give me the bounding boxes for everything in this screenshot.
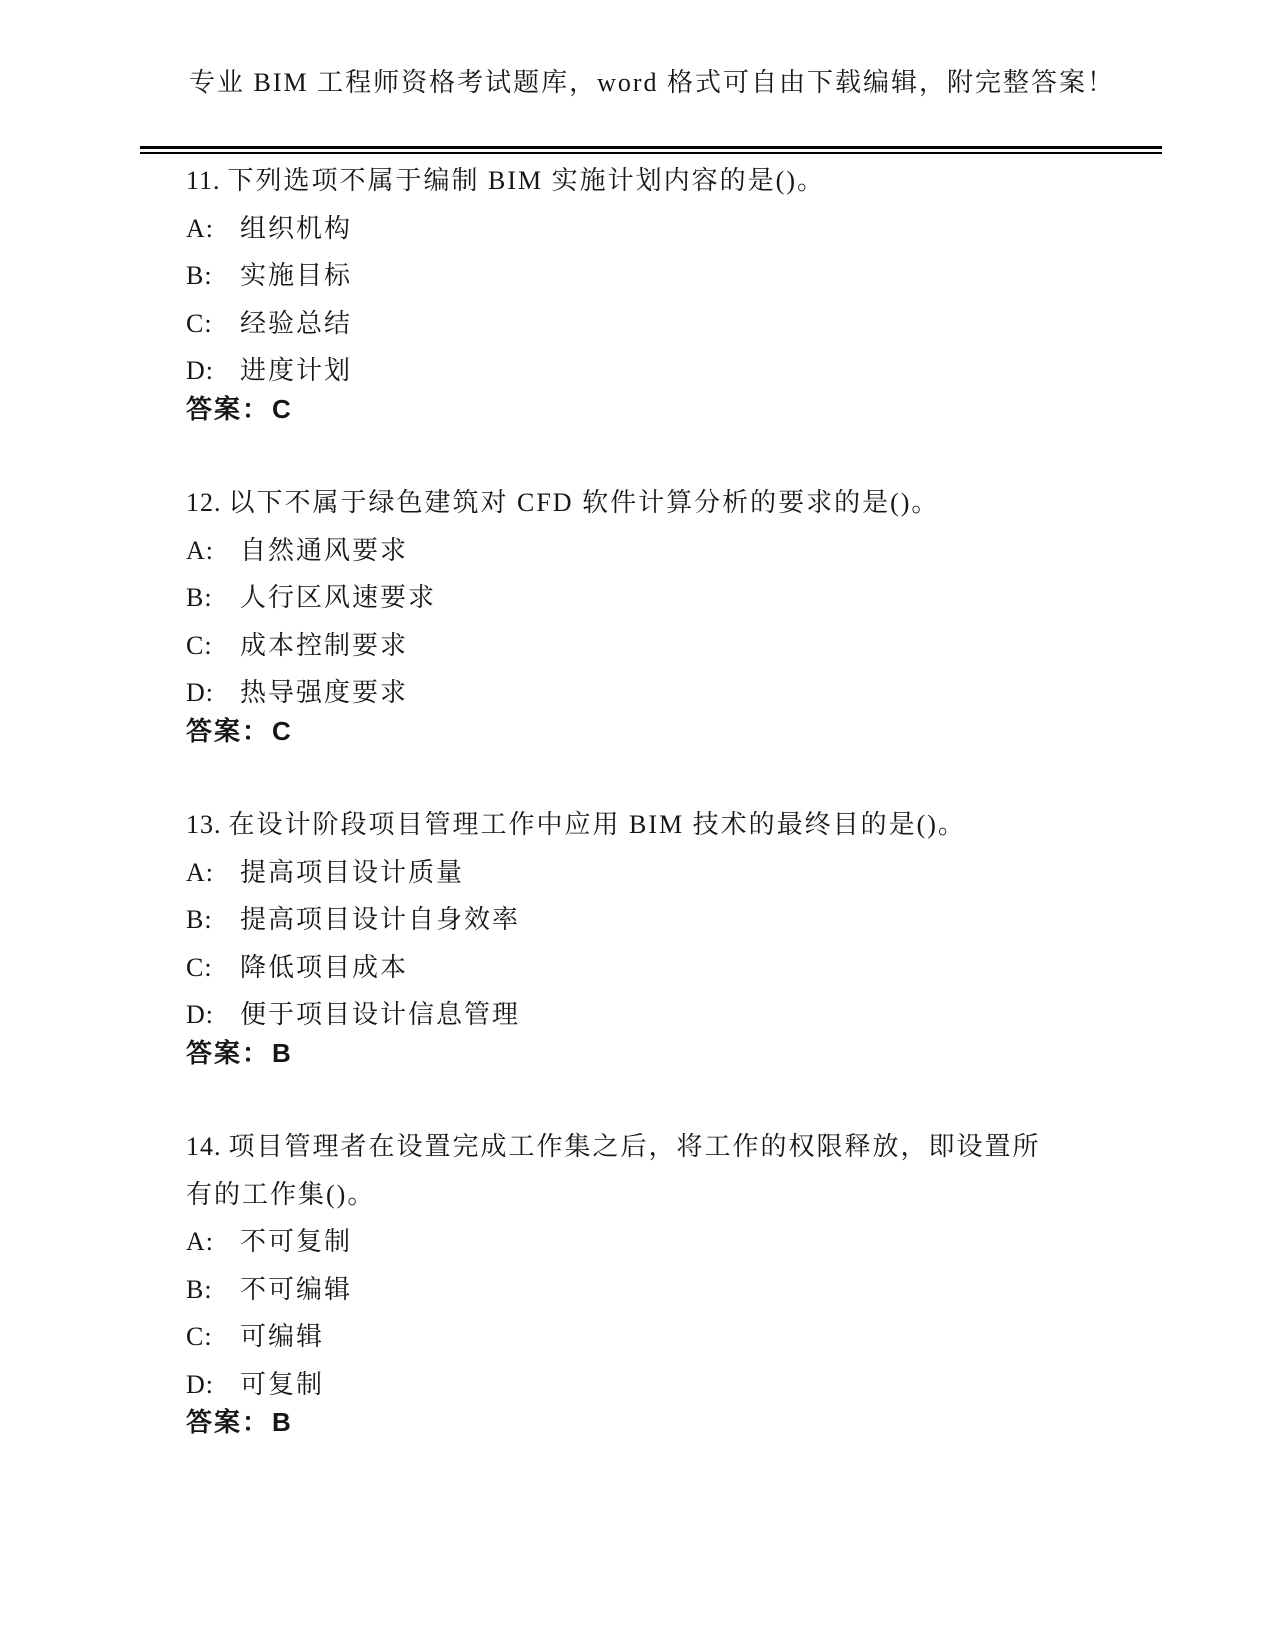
question-stem xyxy=(186,157,1138,205)
option-row-b xyxy=(186,1266,1138,1314)
answer-label: 答案： xyxy=(186,715,271,746)
answer-label: 答案： xyxy=(186,1037,271,1068)
option-row-c xyxy=(186,1313,1138,1361)
option-text: 组织机构 xyxy=(240,213,353,243)
option-row-a xyxy=(186,1218,1138,1266)
answer-label: 答案： xyxy=(186,393,271,424)
question-block-12 xyxy=(186,479,1138,755)
option-row-b xyxy=(186,252,1138,300)
option-label: B: xyxy=(186,261,213,290)
option-label: A: xyxy=(186,1227,214,1256)
option-row-c xyxy=(186,300,1138,348)
question-stem xyxy=(186,801,1138,849)
option-row-c xyxy=(186,622,1138,670)
option-label: B: xyxy=(186,583,213,612)
option-text: 可复制 xyxy=(240,1369,325,1399)
option-label: D: xyxy=(186,678,214,707)
option-label: D: xyxy=(186,1000,214,1029)
question-stem-continued: 有的工作集()。 xyxy=(186,1179,376,1209)
option-row-a xyxy=(186,527,1138,575)
question-block-11 xyxy=(186,157,1138,433)
question-number: 13. xyxy=(186,810,222,839)
answer-value: C xyxy=(272,715,293,746)
document-header: 专业 BIM 工程师资格考试题库，word 格式可自由下载编辑，附完整答案！ xyxy=(189,68,1116,97)
question-number: 11. xyxy=(186,166,221,195)
option-label: A: xyxy=(186,857,214,887)
option-text: 人行区风速要求 xyxy=(240,583,437,612)
question-stem xyxy=(186,1123,1138,1171)
option-text: 成本控制要求 xyxy=(240,630,409,660)
option-label: B: xyxy=(186,905,213,934)
question-number: 12. xyxy=(186,488,222,517)
option-label: C: xyxy=(186,308,213,338)
header-divider xyxy=(140,146,1162,154)
question-text: 在设计阶段项目管理工作中应用 BIM 技术的最终目的是()。 xyxy=(228,810,966,839)
option-text: 进度计划 xyxy=(240,356,353,385)
option-label: B: xyxy=(186,1274,213,1304)
question-stem xyxy=(186,479,1138,527)
option-label: C: xyxy=(186,952,213,982)
answer-value: C xyxy=(272,393,293,424)
answer-line xyxy=(186,1399,1138,1447)
answer-value: B xyxy=(272,1407,293,1437)
option-label: A: xyxy=(186,213,214,243)
option-label: C: xyxy=(186,1322,213,1351)
question-text: 下列选项不属于编制 BIM 实施计划内容的是()。 xyxy=(227,166,825,195)
option-row-b xyxy=(186,574,1138,622)
option-text: 便于项目设计信息管理 xyxy=(240,1000,521,1029)
option-row-a xyxy=(186,849,1138,897)
question-block-14 xyxy=(186,1123,1138,1447)
option-text: 可编辑 xyxy=(240,1322,325,1351)
option-text: 不可复制 xyxy=(240,1227,353,1256)
question-block-13 xyxy=(186,801,1138,1077)
option-text: 热导强度要求 xyxy=(240,678,409,707)
option-label: D: xyxy=(186,1369,214,1399)
option-text: 不可编辑 xyxy=(240,1274,353,1304)
option-text: 降低项目成本 xyxy=(240,952,409,982)
option-label: A: xyxy=(186,535,214,565)
option-label: D: xyxy=(186,356,214,385)
answer-value: B xyxy=(272,1037,293,1068)
question-text: 以下不属于绿色建筑对 CFD 软件计算分析的要求的是()。 xyxy=(228,488,940,517)
option-text: 经验总结 xyxy=(240,308,353,338)
option-row-b xyxy=(186,896,1138,944)
question-number: 14. xyxy=(186,1132,222,1161)
answer-label: 答案： xyxy=(186,1407,271,1437)
option-label: C: xyxy=(186,630,213,660)
question-text: 项目管理者在设置完成工作集之后，将工作的权限释放，即设置所 xyxy=(228,1132,1041,1161)
option-text: 实施目标 xyxy=(240,261,353,290)
questions-list xyxy=(186,157,1138,1447)
option-text: 提高项目设计质量 xyxy=(240,857,465,887)
option-row-a xyxy=(186,205,1138,253)
option-text: 提高项目设计自身效率 xyxy=(240,905,521,934)
option-text: 自然通风要求 xyxy=(240,535,409,565)
option-row-c xyxy=(186,944,1138,992)
